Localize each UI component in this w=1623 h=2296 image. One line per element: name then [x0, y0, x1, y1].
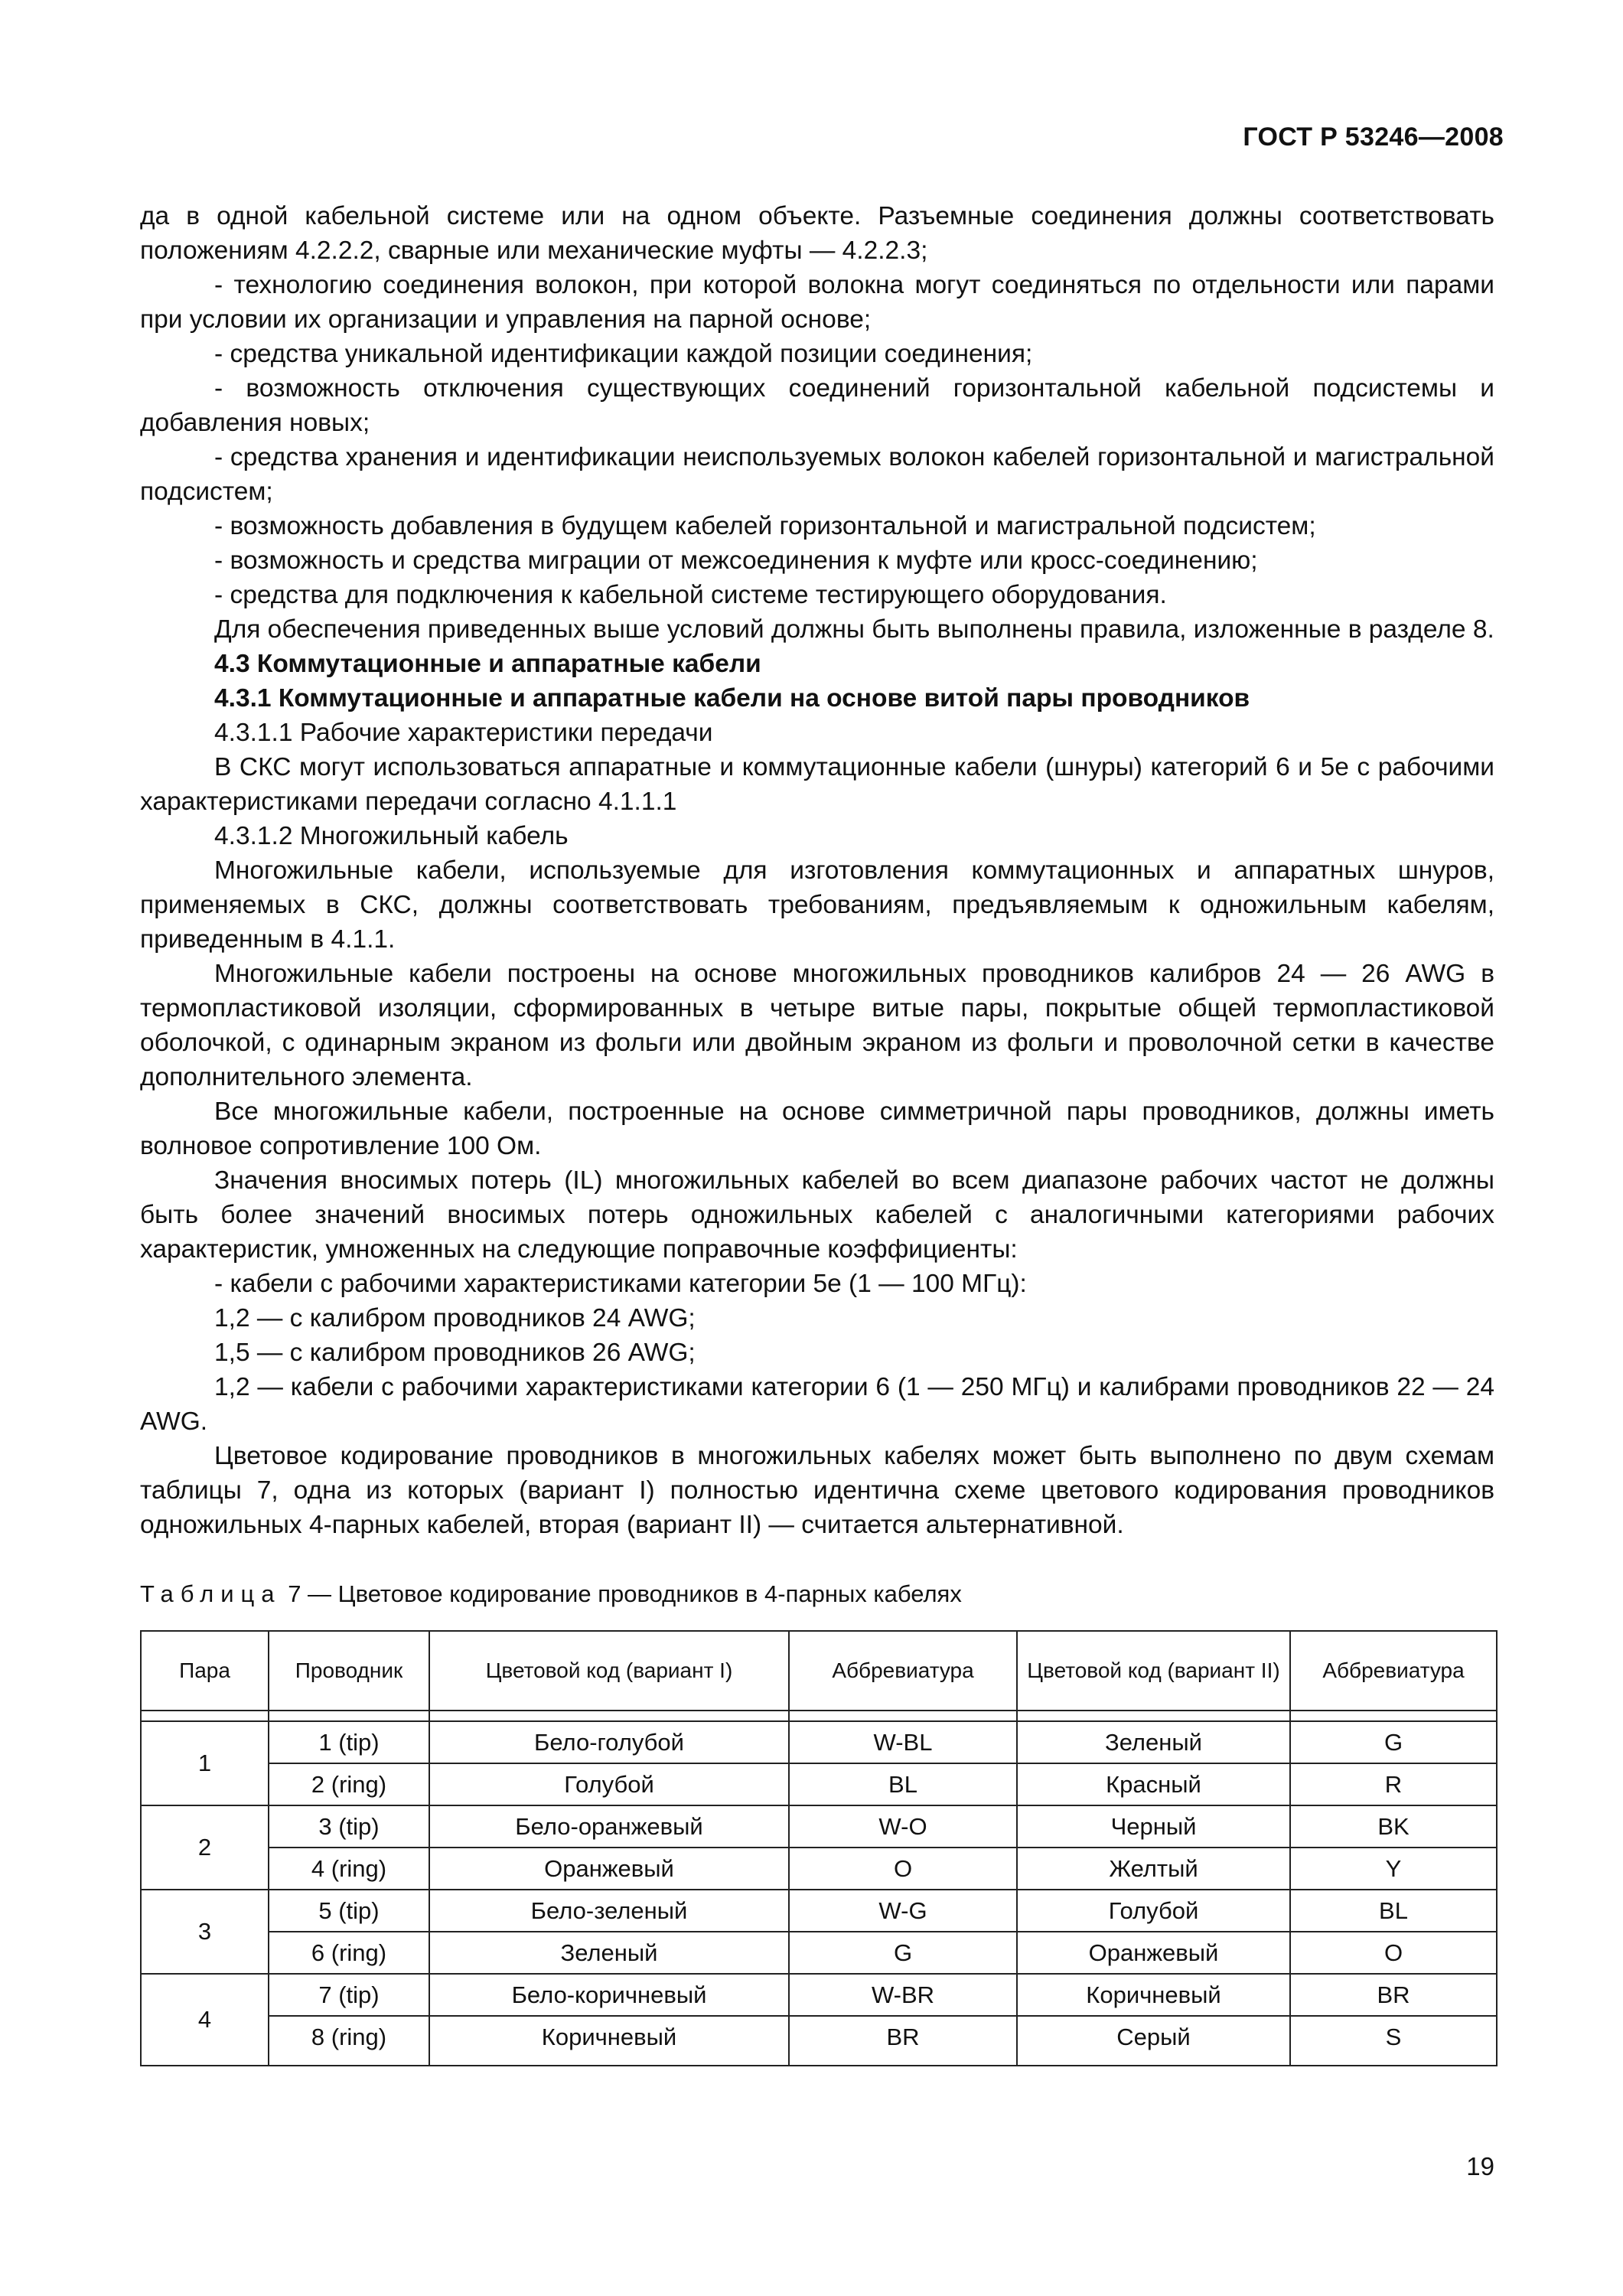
pair-cell: 4 — [141, 1974, 269, 2066]
table-row — [141, 2016, 1497, 2066]
list-item: 1,2 — с калибром проводников 24 AWG; — [214, 1304, 696, 1332]
separator-cell — [1017, 1711, 1290, 1721]
abbr2-cell: Y — [1290, 1848, 1497, 1890]
abbr1-cell: W-BL — [789, 1721, 1017, 1763]
pair-cell: 2 — [141, 1805, 269, 1890]
abbr2-cell: G — [1290, 1721, 1497, 1763]
header-abbr-variant-1: Аббревиатура — [789, 1631, 1017, 1711]
separator-cell — [789, 1711, 1017, 1721]
table-separator — [141, 1711, 1497, 1721]
abbr1-cell: G — [789, 1932, 1017, 1974]
list-item: - возможность отключения существующих соединений горизонтальной кабельной подсистемы и добавления новых; — [140, 374, 1494, 437]
clause-heading: 4.3.1.2 Многожильный кабель — [214, 822, 569, 850]
paragraph: Значения вносимых потерь (IL) многожильных кабелей во всем диапазоне рабочих частот не должны быть более значений вносимых потерь одножильных кабелей с аналогичными категориями рабочих характеристик, умноженных на следующие поправочные коэффициенты: — [140, 1166, 1494, 1264]
color1-cell: Оранжевый — [429, 1848, 789, 1890]
pair-cell: 3 — [141, 1890, 269, 1974]
document-header: ГОСТ Р 53246—2008 — [1243, 122, 1504, 152]
table-header-row — [141, 1631, 1497, 1711]
body-text — [140, 199, 1494, 1542]
abbr1-cell: BL — [789, 1763, 1017, 1805]
paragraph: Цветовое кодирование проводников в многожильных кабелях может быть выполнено по двум схемам таблицы 7, одна из которых (вариант I) полностью идентична схеме цветового кодирования проводников одножильных 4-парных кабелей, вторая (вариант II) — считается альтернативной. — [140, 1442, 1494, 1539]
separator-cell — [141, 1711, 269, 1721]
color1-cell: Голубой — [429, 1763, 789, 1805]
list-item: - средства для подключения к кабельной системе тестирующего оборудования. — [214, 581, 1167, 609]
list-item: 1,5 — с калибром проводников 26 AWG; — [214, 1339, 696, 1367]
header-pair: Пара — [141, 1631, 269, 1711]
color1-cell: Бело-голубой — [429, 1721, 789, 1763]
color1-cell: Бело-коричневый — [429, 1974, 789, 2016]
table-caption-prefix: Таблица — [140, 1580, 282, 1607]
list-item: - технологию соединения волокон, при которой волокна могут соединяться по отдельности или парами при условии их организации и управления на парной основе; — [140, 271, 1494, 334]
abbr2-cell: R — [1290, 1763, 1497, 1805]
abbr1-cell: BR — [789, 2016, 1017, 2066]
paragraph: Для обеспечения приведенных выше условий должны быть выполнены правила, изложенные в разделе 8. — [214, 615, 1494, 644]
page-number: 19 — [1466, 2152, 1494, 2180]
paragraph: Все многожильные кабели, построенные на основе симметричной пары проводников, должны иметь волновое сопротивление 100 Ом. — [140, 1097, 1494, 1160]
abbr1-cell: O — [789, 1848, 1017, 1890]
conductor-cell: 6 (ring) — [269, 1932, 429, 1974]
abbr2-cell: BK — [1290, 1805, 1497, 1848]
header-color-variant-2: Цветовой код (вариант II) — [1017, 1631, 1290, 1711]
paragraph: Многожильные кабели, используемые для изготовления коммутационных и аппаратных шнуров, применяемых в СКС, должны соответствовать требованиям, предъявляемым к одножильным кабелям, приведенным в 4.1.1. — [140, 856, 1494, 954]
list-item: - средства уникальной идентификации каждой позиции соединения; — [214, 340, 1033, 368]
table-row — [141, 1763, 1497, 1805]
conductor-cell: 7 (tip) — [269, 1974, 429, 2016]
color2-cell: Голубой — [1017, 1890, 1290, 1932]
paragraph: да в одной кабельной системе или на одном объекте. Разъемные соединения должны соответствовать положениям 4.2.2.2, сварные или механические муфты — 4.2.2.3; — [140, 202, 1494, 265]
color-coding-table — [140, 1630, 1498, 2066]
table-caption-text: 7 — Цветовое кодирование проводников в 4-парных кабелях — [288, 1580, 962, 1607]
color1-cell: Бело-оранжевый — [429, 1805, 789, 1848]
table-row — [141, 1805, 1497, 1848]
separator-cell — [1290, 1711, 1497, 1721]
color2-cell: Зеленый — [1017, 1721, 1290, 1763]
paragraph: В СКС могут использоваться аппаратные и коммутационные кабели (шнуры) категорий 6 и 5е с рабочими характеристиками передачи согласно 4.1.1.1 — [140, 753, 1494, 816]
paragraph: Многожильные кабели построены на основе многожильных проводников калибров 24 — 26 AWG в термопластиковой изоляции, сформированных в четыре витые пары, покрытые общей термопластиковой оболочкой, с одинарным экраном из фольги или двойным экраном из фольги и проволочной сетки в качестве дополнительного элемента. — [140, 960, 1494, 1091]
conductor-cell: 5 (tip) — [269, 1890, 429, 1932]
separator-cell — [429, 1711, 789, 1721]
subsection-heading: 4.3.1 Коммутационные и аппаратные кабели на основе витой пары проводников — [214, 684, 1250, 713]
color1-cell: Коричневый — [429, 2016, 789, 2066]
list-item: - средства хранения и идентификации неиспользуемых волокон кабелей горизонтальной и магистральной подсистем; — [140, 443, 1494, 506]
clause-heading: 4.3.1.1 Рабочие характеристики передачи — [214, 719, 713, 747]
abbr1-cell: W-BR — [789, 1974, 1017, 2016]
table-row — [141, 1721, 1497, 1763]
header-abbr-variant-2: Аббревиатура — [1290, 1631, 1497, 1711]
table-row — [141, 1932, 1497, 1974]
list-item: - возможность и средства миграции от межсоединения к муфте или кросс-соединению; — [214, 546, 1258, 575]
list-item: - возможность добавления в будущем кабелей горизонтальной и магистральной подсистем; — [214, 512, 1316, 540]
table-row — [141, 1974, 1497, 2016]
color1-cell: Зеленый — [429, 1932, 789, 1974]
separator-cell — [269, 1711, 429, 1721]
color1-cell: Бело-зеленый — [429, 1890, 789, 1932]
abbr1-cell: W-O — [789, 1805, 1017, 1848]
color2-cell: Черный — [1017, 1805, 1290, 1848]
conductor-cell: 8 (ring) — [269, 2016, 429, 2066]
pair-cell: 1 — [141, 1721, 269, 1805]
color2-cell: Серый — [1017, 2016, 1290, 2066]
header-color-variant-1: Цветовой код (вариант I) — [429, 1631, 789, 1711]
abbr2-cell: BL — [1290, 1890, 1497, 1932]
table-row — [141, 1890, 1497, 1932]
section-heading: 4.3 Коммутационные и аппаратные кабели — [214, 650, 761, 678]
conductor-cell: 4 (ring) — [269, 1848, 429, 1890]
color2-cell: Оранжевый — [1017, 1932, 1290, 1974]
color2-cell: Красный — [1017, 1763, 1290, 1805]
color2-cell: Коричневый — [1017, 1974, 1290, 2016]
abbr2-cell: BR — [1290, 1974, 1497, 2016]
conductor-cell: 1 (tip) — [269, 1721, 429, 1763]
abbr2-cell: S — [1290, 2016, 1497, 2066]
conductor-cell: 3 (tip) — [269, 1805, 429, 1848]
abbr2-cell: O — [1290, 1932, 1497, 1974]
header-conductor: Проводник — [269, 1631, 429, 1711]
table-row — [141, 1848, 1497, 1890]
abbr1-cell: W-G — [789, 1890, 1017, 1932]
conductor-cell: 2 (ring) — [269, 1763, 429, 1805]
table-caption — [140, 1580, 962, 1608]
list-item: - кабели с рабочими характеристиками категории 5е (1 — 100 МГц): — [214, 1270, 1027, 1298]
list-item: 1,2 — кабели с рабочими характеристиками категории 6 (1 — 250 МГц) и калибрами проводников 22 — 24 AWG. — [140, 1373, 1494, 1436]
color2-cell: Желтый — [1017, 1848, 1290, 1890]
